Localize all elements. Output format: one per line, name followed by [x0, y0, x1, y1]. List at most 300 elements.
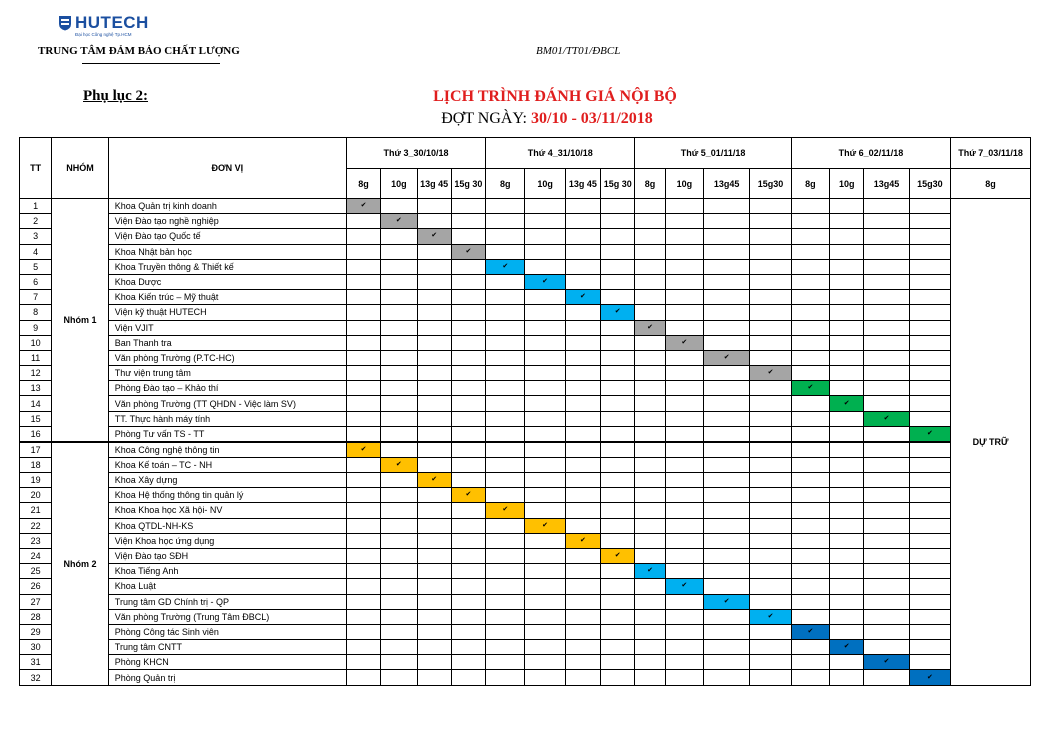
schedule-slot [909, 564, 950, 579]
schedule-slot [486, 473, 525, 488]
scheduled-slot [417, 473, 451, 488]
schedule-slot [665, 320, 703, 335]
schedule-slot [486, 624, 525, 639]
check-mark-icon: ✔ [927, 673, 933, 681]
schedule-slot [750, 259, 791, 274]
schedule-slot [635, 457, 665, 472]
schedule-slot [381, 473, 417, 488]
schedule-slot [417, 518, 451, 533]
schedule-slot [703, 533, 749, 548]
scheduled-slot [864, 655, 909, 670]
schedule-slot [791, 457, 829, 472]
schedule-slot [451, 335, 485, 350]
schedule-slot [635, 244, 665, 259]
table-row [20, 609, 1031, 624]
row-number: 15 [20, 411, 52, 426]
schedule-slot [791, 655, 829, 670]
row-number: 28 [20, 609, 52, 624]
scheduled-slot [830, 396, 864, 411]
schedule-slot [750, 594, 791, 609]
table-row [20, 259, 1031, 274]
table-row [20, 411, 1031, 426]
schedule-slot [601, 442, 635, 458]
schedule-slot [381, 579, 417, 594]
slot-header: 15g 30 [451, 169, 485, 199]
schedule-slot [346, 366, 380, 381]
schedule-slot [451, 609, 485, 624]
schedule-slot [565, 199, 600, 214]
scheduled-slot [486, 259, 525, 274]
schedule-slot [791, 199, 829, 214]
schedule-slot [665, 564, 703, 579]
schedule-slot [864, 670, 909, 685]
schedule-slot [486, 274, 525, 289]
schedule-slot [525, 426, 565, 442]
schedule-slot [750, 199, 791, 214]
schedule-slot [909, 214, 950, 229]
schedule-slot [635, 594, 665, 609]
schedule-slot [525, 214, 565, 229]
schedule-slot [451, 229, 485, 244]
schedule-slot [864, 426, 909, 442]
schedule-slot [864, 609, 909, 624]
schedule-slot [665, 457, 703, 472]
schedule-slot [486, 609, 525, 624]
schedule-slot [381, 199, 417, 214]
schedule-slot [565, 457, 600, 472]
schedule-slot [791, 259, 829, 274]
scheduled-slot [525, 518, 565, 533]
table-row [20, 381, 1031, 396]
schedule-slot [909, 381, 950, 396]
schedule-slot [830, 488, 864, 503]
table-row [20, 624, 1031, 639]
scheduled-slot [703, 350, 749, 365]
schedule-slot [864, 442, 909, 458]
schedule-slot [601, 350, 635, 365]
schedule-slot [791, 320, 829, 335]
unit-name: Khoa Kế toán – TC - NH [108, 457, 346, 472]
table-row [20, 335, 1031, 350]
schedule-slot [451, 640, 485, 655]
schedule-slot [665, 244, 703, 259]
row-number: 27 [20, 594, 52, 609]
schedule-slot [601, 503, 635, 518]
unit-name: Trung tâm GD Chính trị - QP [108, 594, 346, 609]
schedule-slot [791, 442, 829, 458]
schedule-slot [703, 366, 749, 381]
schedule-slot [791, 594, 829, 609]
schedule-slot [486, 488, 525, 503]
schedule-slot [750, 533, 791, 548]
schedule-body [20, 199, 1031, 686]
schedule-slot [417, 594, 451, 609]
unit-name: Khoa Hệ thống thông tin quản lý [108, 488, 346, 503]
scheduled-slot [909, 670, 950, 685]
schedule-slot [346, 488, 380, 503]
scheduled-slot [565, 290, 600, 305]
day-header: Thứ 6_02/11/18 [791, 138, 950, 169]
schedule-slot [830, 533, 864, 548]
schedule-slot [635, 624, 665, 639]
unit-name: Khoa Khoa học Xã hội- NV [108, 503, 346, 518]
schedule-slot [791, 350, 829, 365]
check-mark-icon: ✔ [431, 476, 438, 484]
schedule-slot [525, 411, 565, 426]
schedule-slot [525, 244, 565, 259]
row-number: 32 [20, 670, 52, 685]
schedule-slot [864, 579, 909, 594]
schedule-slot [830, 335, 864, 350]
schedule-slot [346, 548, 380, 563]
unit-name: Viện Đào tạo Quốc tế [108, 229, 346, 244]
scheduled-slot [750, 609, 791, 624]
schedule-slot [750, 274, 791, 289]
schedule-slot [635, 305, 665, 320]
schedule-slot [791, 396, 829, 411]
schedule-slot [525, 488, 565, 503]
schedule-slot [830, 366, 864, 381]
schedule-slot [381, 229, 417, 244]
schedule-slot [381, 366, 417, 381]
schedule-slot [565, 350, 600, 365]
schedule-slot [486, 214, 525, 229]
center-underline [82, 63, 220, 64]
schedule-slot [417, 381, 451, 396]
schedule-slot [909, 244, 950, 259]
schedule-slot [486, 457, 525, 472]
schedule-slot [486, 426, 525, 442]
schedule-slot [417, 320, 451, 335]
schedule-slot [381, 488, 417, 503]
schedule-slot [486, 518, 525, 533]
row-number: 4 [20, 244, 52, 259]
schedule-slot [417, 609, 451, 624]
scheduled-slot [346, 442, 380, 458]
scheduled-slot [791, 624, 829, 639]
schedule-slot [750, 640, 791, 655]
schedule-slot [565, 442, 600, 458]
schedule-slot [565, 335, 600, 350]
schedule-slot [703, 411, 749, 426]
unit-name: Văn phòng Trường (TT QHDN - Việc làm SV) [108, 396, 346, 411]
schedule-slot [525, 564, 565, 579]
table-row [20, 594, 1031, 609]
schedule-slot [791, 305, 829, 320]
schedule-slot [791, 564, 829, 579]
schedule-slot [486, 655, 525, 670]
table-row [20, 214, 1031, 229]
schedule-slot [665, 259, 703, 274]
scheduled-slot [451, 488, 485, 503]
schedule-slot [417, 199, 451, 214]
schedule-slot [451, 457, 485, 472]
check-mark-icon: ✔ [807, 384, 814, 392]
schedule-slot [864, 533, 909, 548]
row-number: 9 [20, 320, 52, 335]
row-number: 20 [20, 488, 52, 503]
schedule-slot [703, 640, 749, 655]
schedule-slot [791, 426, 829, 442]
schedule-slot [909, 290, 950, 305]
schedule-slot [665, 533, 703, 548]
schedule-slot [665, 655, 703, 670]
schedule-slot [451, 411, 485, 426]
check-mark-icon: ✔ [395, 460, 402, 468]
schedule-slot [909, 640, 950, 655]
schedule-slot [417, 426, 451, 442]
schedule-slot [451, 290, 485, 305]
schedule-slot [525, 320, 565, 335]
schedule-slot [909, 320, 950, 335]
schedule-slot [635, 655, 665, 670]
schedule-slot [381, 594, 417, 609]
schedule-slot [565, 548, 600, 563]
schedule-slot [909, 396, 950, 411]
schedule-slot [565, 274, 600, 289]
schedule-slot [381, 396, 417, 411]
appendix-colon: : [143, 88, 149, 104]
schedule-slot [601, 244, 635, 259]
row-number: 25 [20, 564, 52, 579]
schedule-slot [830, 411, 864, 426]
unit-name: Văn phòng Trường (Trung Tâm ĐBCL) [108, 609, 346, 624]
unit-name: Thư viện trung tâm [108, 366, 346, 381]
scheduled-slot [750, 366, 791, 381]
group-name: Nhóm 2 [52, 442, 109, 685]
schedule-slot [451, 518, 485, 533]
schedule-slot [703, 305, 749, 320]
table-row [20, 670, 1031, 685]
schedule-slot [565, 214, 600, 229]
schedule-slot [565, 670, 600, 685]
day-header: Thứ 3_30/10/18 [346, 138, 485, 169]
schedule-slot [665, 624, 703, 639]
schedule-slot [486, 564, 525, 579]
schedule-slot [486, 244, 525, 259]
scheduled-slot [703, 594, 749, 609]
table-row [20, 396, 1031, 411]
schedule-slot [381, 655, 417, 670]
schedule-slot [750, 350, 791, 365]
schedule-slot [417, 488, 451, 503]
schedule-slot [703, 518, 749, 533]
schedule-slot [864, 457, 909, 472]
schedule-slot [830, 624, 864, 639]
scheduled-slot [486, 503, 525, 518]
schedule-slot [525, 624, 565, 639]
schedule-slot [381, 320, 417, 335]
schedule-slot [417, 214, 451, 229]
col-header-tt: TT [20, 138, 52, 199]
schedule-slot [665, 381, 703, 396]
schedule-slot [909, 503, 950, 518]
schedule-slot [381, 290, 417, 305]
unit-name: Khoa Quản trị kinh doanh [108, 199, 346, 214]
table-row [20, 244, 1031, 259]
schedule-slot [451, 564, 485, 579]
schedule-slot [601, 579, 635, 594]
schedule-slot [703, 503, 749, 518]
schedule-slot [525, 366, 565, 381]
schedule-slot [750, 335, 791, 350]
table-row [20, 366, 1031, 381]
unit-name: TT. Thực hành máy tính [108, 411, 346, 426]
logo-tagline: Đại học Công nghệ Tp.HCM [75, 32, 132, 37]
schedule-slot [635, 396, 665, 411]
schedule-slot [750, 473, 791, 488]
schedule-slot [791, 274, 829, 289]
schedule-slot [346, 579, 380, 594]
scheduled-slot [635, 564, 665, 579]
audit-schedule-table [19, 137, 1031, 686]
schedule-slot [665, 640, 703, 655]
schedule-slot [909, 274, 950, 289]
schedule-slot [601, 473, 635, 488]
slot-header: 10g [830, 169, 864, 199]
schedule-slot [830, 426, 864, 442]
schedule-slot [830, 655, 864, 670]
scheduled-slot [525, 274, 565, 289]
schedule-slot [381, 381, 417, 396]
schedule-slot [791, 670, 829, 685]
schedule-slot [381, 335, 417, 350]
schedule-slot [486, 548, 525, 563]
schedule-slot [665, 305, 703, 320]
schedule-slot [381, 274, 417, 289]
schedule-slot [635, 290, 665, 305]
check-mark-icon: ✔ [431, 232, 438, 240]
scheduled-slot [346, 199, 380, 214]
unit-name: Phòng Tư vấn TS - TT [108, 426, 346, 442]
table-row [20, 350, 1031, 365]
schedule-slot [601, 488, 635, 503]
check-mark-icon: ✔ [883, 658, 890, 666]
schedule-slot [451, 624, 485, 639]
schedule-slot [451, 548, 485, 563]
schedule-slot [909, 335, 950, 350]
schedule-slot [909, 229, 950, 244]
day-header: Thứ 4_31/10/18 [486, 138, 635, 169]
scheduled-slot [635, 320, 665, 335]
schedule-slot [601, 670, 635, 685]
unit-name: Phòng KHCN [108, 655, 346, 670]
row-number: 1 [20, 199, 52, 214]
schedule-slot [703, 214, 749, 229]
schedule-slot [346, 655, 380, 670]
schedule-slot [909, 199, 950, 214]
check-mark-icon: ✔ [843, 399, 850, 407]
schedule-slot [417, 579, 451, 594]
schedule-slot [830, 670, 864, 685]
schedule-slot [750, 624, 791, 639]
table-row [20, 564, 1031, 579]
schedule-slot [565, 579, 600, 594]
schedule-slot [909, 533, 950, 548]
schedule-slot [909, 473, 950, 488]
schedule-slot [830, 274, 864, 289]
schedule-slot [635, 670, 665, 685]
table-row [20, 320, 1031, 335]
schedule-slot [565, 305, 600, 320]
row-number: 14 [20, 396, 52, 411]
schedule-slot [525, 305, 565, 320]
schedule-slot [601, 396, 635, 411]
row-number: 6 [20, 274, 52, 289]
schedule-slot [525, 290, 565, 305]
check-mark-icon: ✔ [542, 278, 549, 286]
schedule-slot [601, 229, 635, 244]
schedule-slot [525, 457, 565, 472]
scheduled-slot [909, 426, 950, 442]
schedule-slot [601, 624, 635, 639]
schedule-slot [864, 518, 909, 533]
schedule-slot [750, 503, 791, 518]
schedule-slot [791, 229, 829, 244]
unit-name: Phòng Công tác Sinh viên [108, 624, 346, 639]
schedule-slot [346, 214, 380, 229]
schedule-slot [451, 396, 485, 411]
schedule-slot [909, 305, 950, 320]
schedule-slot [417, 457, 451, 472]
schedule-slot [830, 503, 864, 518]
schedule-slot [346, 229, 380, 244]
schedule-slot [791, 411, 829, 426]
schedule-slot [417, 564, 451, 579]
schedule-slot [750, 426, 791, 442]
schedule-slot [665, 473, 703, 488]
schedule-slot [665, 670, 703, 685]
schedule-slot [601, 199, 635, 214]
schedule-slot [864, 335, 909, 350]
schedule-slot [451, 274, 485, 289]
schedule-slot [601, 411, 635, 426]
schedule-slot [381, 259, 417, 274]
schedule-slot [909, 624, 950, 639]
schedule-slot [381, 609, 417, 624]
schedule-slot [417, 533, 451, 548]
check-mark-icon: ✔ [465, 491, 472, 499]
schedule-slot [830, 305, 864, 320]
col-header-group: NHÓM [52, 138, 109, 199]
schedule-slot [830, 259, 864, 274]
schedule-slot [346, 396, 380, 411]
schedule-slot [417, 624, 451, 639]
schedule-slot [635, 229, 665, 244]
schedule-slot [665, 366, 703, 381]
schedule-slot [346, 594, 380, 609]
schedule-slot [417, 274, 451, 289]
schedule-slot [750, 548, 791, 563]
check-mark-icon: ✔ [647, 323, 653, 331]
schedule-slot [830, 244, 864, 259]
table-row [20, 442, 1031, 458]
schedule-slot [346, 503, 380, 518]
schedule-slot [525, 350, 565, 365]
schedule-slot [635, 488, 665, 503]
schedule-slot [451, 533, 485, 548]
schedule-slot [346, 335, 380, 350]
unit-name: Khoa Luật [108, 579, 346, 594]
table-row [20, 229, 1031, 244]
schedule-slot [703, 199, 749, 214]
schedule-slot [830, 290, 864, 305]
schedule-slot [417, 290, 451, 305]
schedule-slot [909, 457, 950, 472]
schedule-slot [565, 594, 600, 609]
scheduled-slot [417, 229, 451, 244]
row-number: 10 [20, 335, 52, 350]
